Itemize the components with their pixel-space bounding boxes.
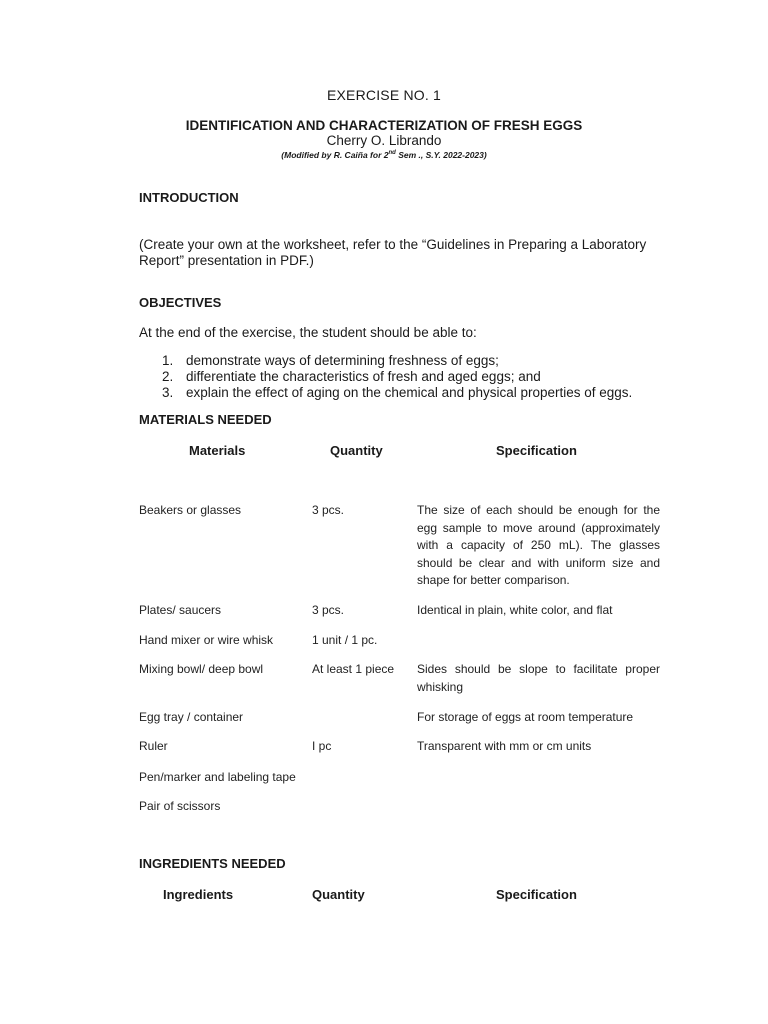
objective-item: 2. differentiate the characteristics of fresh and aged eggs; and xyxy=(162,369,541,384)
materials-heading: MATERIALS NEEDED xyxy=(139,412,272,427)
materials-column-header: Materials xyxy=(189,443,246,458)
table-row-spec: Sides should be slope to facilitate proper whisking xyxy=(417,662,660,694)
table-row-material: Egg tray / container xyxy=(139,710,244,724)
objective-item: 3. explain the effect of aging on the chemical and physical properties of eggs. xyxy=(162,385,633,400)
table-row-quantity: 3 pcs. xyxy=(312,603,345,617)
table-row-quantity: 1 unit / 1 pc. xyxy=(312,633,378,647)
table-row-material: Hand mixer or wire whisk xyxy=(139,633,274,647)
objectives-lead: At the end of the exercise, the student should be able to: xyxy=(139,325,477,340)
table-row-spec: Identical in plain, white color, and flat xyxy=(417,603,613,617)
author-name: Cherry O. Librando xyxy=(326,133,442,148)
quantity-column-header: Quantity xyxy=(330,443,383,458)
table-row-material: Pen/marker and labeling tape xyxy=(139,770,296,784)
introduction-heading: INTRODUCTION xyxy=(139,190,239,205)
table-row-spec: For storage of eggs at room temperature xyxy=(417,710,634,724)
table-row-material: Mixing bowl/ deep bowl xyxy=(139,662,264,676)
exercise-title: IDENTIFICATION AND CHARACTERIZATION OF FRESH EGGS xyxy=(185,118,583,133)
table-row-material: Plates/ saucers xyxy=(139,603,222,617)
table-row-quantity: At least 1 piece xyxy=(312,662,395,676)
table-row-quantity: 3 pcs. xyxy=(312,503,345,517)
specification-column-header: Specification xyxy=(496,443,577,458)
introduction-text: (Create your own at the worksheet, refer to the “Guidelines in Preparing a Laboratory Report” presentation in PDF.) xyxy=(139,237,647,268)
objectives-heading: OBJECTIVES xyxy=(139,295,222,310)
table-row-spec: The size of each should be enough for the egg sample to move around (approximately with a capacity of 250 mL). The glasses should be clear and with uniform size and shape for better comparison. xyxy=(417,503,660,587)
modification-note: (Modified by R. Caiña for 2nd Sem ., S.Y. 2022-2023) xyxy=(281,150,487,160)
ingredients-column-header: Ingredients xyxy=(163,887,234,902)
table-row-material: Ruler xyxy=(139,739,168,753)
ingredients-heading: INGREDIENTS NEEDED xyxy=(139,856,286,871)
exercise-number: EXERCISE NO. 1 xyxy=(326,87,442,103)
ingredients-quantity-column-header: Quantity xyxy=(312,887,365,902)
table-row-material: Pair of scissors xyxy=(139,799,221,813)
table-row-spec: Transparent with mm or cm units xyxy=(417,739,592,753)
table-row-quantity: I pc xyxy=(312,739,332,753)
ingredients-specification-column-header: Specification xyxy=(496,887,577,902)
objective-item: 1. demonstrate ways of determining freshness of eggs; xyxy=(162,353,499,368)
objectives-list xyxy=(162,353,682,401)
table-row-material: Beakers or glasses xyxy=(139,503,242,517)
